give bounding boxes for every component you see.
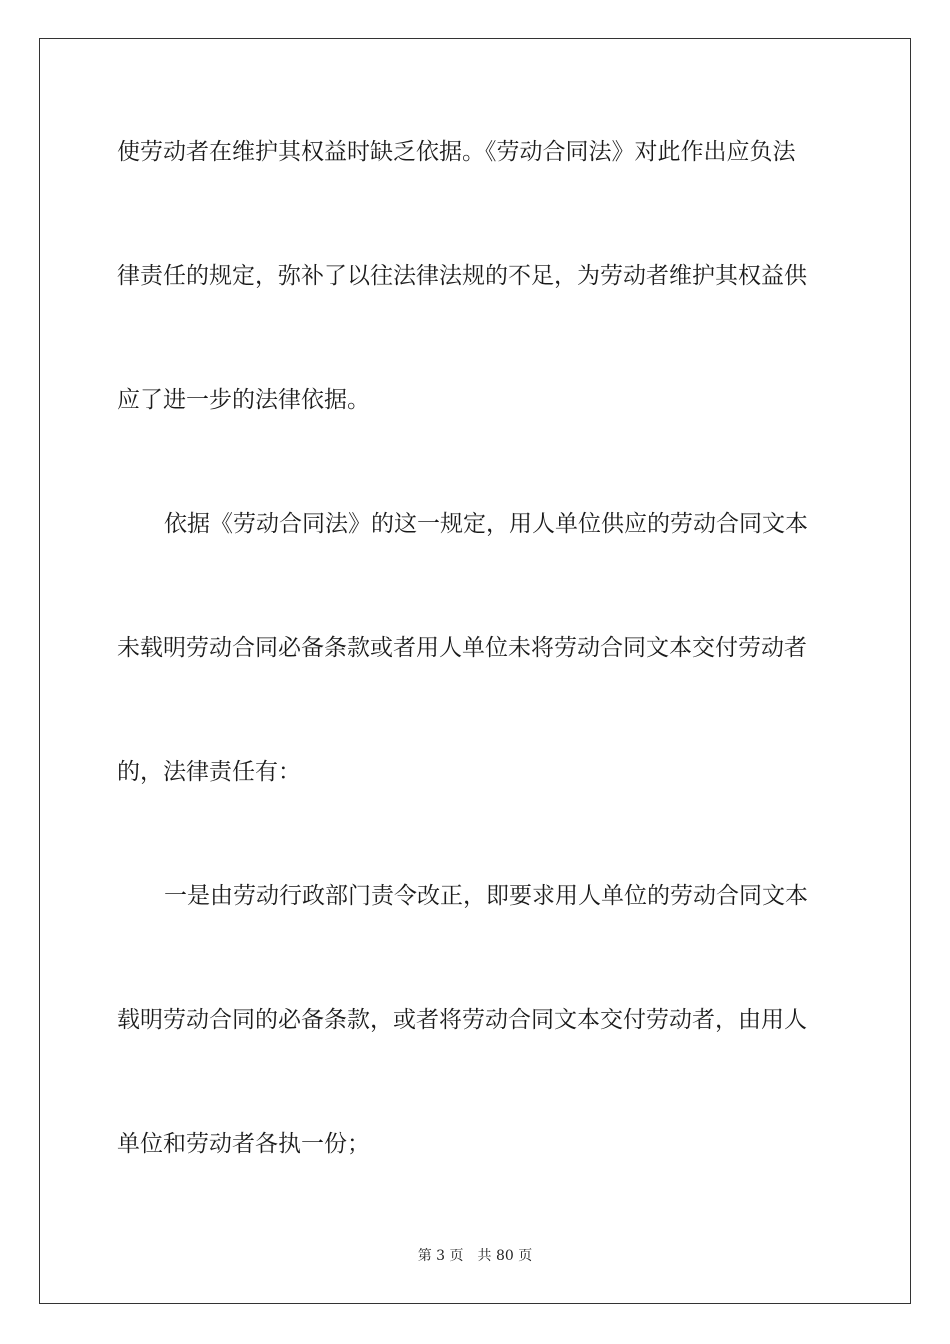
paragraph-line: 依据《劳动合同法》的这一规定，用人单位供应的劳动合同文本 <box>164 511 808 537</box>
paragraph-line: 使劳动者在维护其权益时缺乏依据。《劳动合同法》对此作出应负法 <box>117 139 796 165</box>
page-border <box>39 38 911 1304</box>
page-footer <box>0 1246 950 1266</box>
paragraph-line: 的，法律责任有： <box>117 759 301 785</box>
page-total: 共 80 页 <box>477 1248 533 1264</box>
paragraph-line: 律责任的规定，弥补了以往法律法规的不足，为劳动者维护其权益供 <box>117 263 807 289</box>
paragraph-line: 一是由劳动行政部门责令改正，即要求用人单位的劳动合同文本 <box>164 883 808 909</box>
paragraph-line: 未载明劳动合同必备条款或者用人单位未将劳动合同文本交付劳动者 <box>117 635 807 661</box>
paragraph-line: 载明劳动合同的必备条款，或者将劳动合同文本交付劳动者，由用人 <box>117 1007 807 1033</box>
paragraph-line: 单位和劳动者各执一份； <box>117 1131 370 1157</box>
page-number: 第 3 页 <box>417 1248 464 1264</box>
paragraph-line: 应了进一步的法律依据。 <box>117 387 370 413</box>
